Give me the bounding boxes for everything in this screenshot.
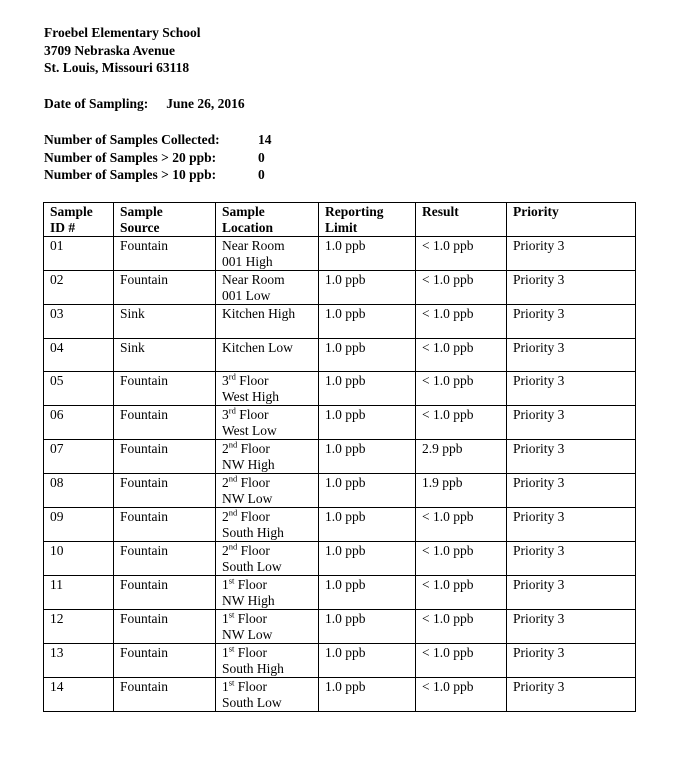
- location-line-1: 3rd Floor: [222, 371, 269, 389]
- location-line-1: 3rd Floor: [222, 405, 269, 423]
- location-line-2: NW High: [222, 457, 275, 473]
- table-row: [44, 678, 636, 712]
- cell-sample-location: [216, 406, 319, 440]
- school-street: 3709 Nebraska Avenue: [44, 42, 176, 58]
- cell-sample-id: 14: [44, 678, 114, 712]
- cell-reporting-limit: 1.0 ppb: [319, 610, 416, 644]
- cell-result: 1.9 ppb: [416, 474, 507, 508]
- count-row-collected: [44, 131, 272, 149]
- cell-sample-source: Fountain: [114, 271, 216, 305]
- location-line-1: 1st Floor: [222, 677, 268, 695]
- cell-result: < 1.0 ppb: [416, 237, 507, 271]
- cell-sample-id: 04: [44, 338, 114, 372]
- cell-result: < 1.0 ppb: [416, 372, 507, 406]
- cell-reporting-limit: 1.0 ppb: [319, 406, 416, 440]
- cell-priority: Priority 3: [507, 372, 636, 406]
- cell-sample-location: [216, 271, 319, 305]
- location-line-1: 1st Floor: [222, 609, 268, 627]
- cell-reporting-limit: 1.0 ppb: [319, 338, 416, 372]
- table-row: [44, 406, 636, 440]
- location-line-2: South High: [222, 661, 284, 677]
- cell-sample-location: [216, 542, 319, 576]
- cell-sample-location: [216, 678, 319, 712]
- location-line-2: West Low: [222, 423, 277, 439]
- cell-reporting-limit: 1.0 ppb: [319, 237, 416, 271]
- location-line-1: Kitchen Low: [222, 339, 293, 355]
- location-line-2: South High: [222, 525, 284, 541]
- school-city: St. Louis, Missouri 63118: [44, 60, 190, 75]
- samples-table: [43, 202, 636, 712]
- sampling-date: [44, 95, 245, 113]
- cell-sample-source: Fountain: [114, 678, 216, 712]
- school-address: [44, 24, 200, 77]
- header-sample-location: Sample Location: [216, 203, 319, 237]
- location-line-1: 1st Floor: [222, 575, 268, 593]
- location-line-2: South Low: [222, 695, 282, 711]
- cell-sample-id: 03: [44, 305, 114, 339]
- cell-reporting-limit: 1.0 ppb: [319, 372, 416, 406]
- cell-sample-location: [216, 610, 319, 644]
- cell-sample-id: 10: [44, 542, 114, 576]
- cell-priority: Priority 3: [507, 271, 636, 305]
- cell-result: < 1.0 ppb: [416, 406, 507, 440]
- table-header-row: [44, 203, 636, 237]
- cell-sample-id: 12: [44, 610, 114, 644]
- cell-priority: Priority 3: [507, 542, 636, 576]
- table-row: [44, 644, 636, 678]
- cell-result: < 1.0 ppb: [416, 542, 507, 576]
- location-line-2: South Low: [222, 559, 282, 575]
- sampling-date-label: Date of Sampling:: [44, 96, 149, 111]
- header-sample-id: Sample ID #: [44, 203, 114, 237]
- cell-sample-source: Fountain: [114, 644, 216, 678]
- header-reporting-limit: Reporting Limit: [319, 203, 416, 237]
- cell-priority: Priority 3: [507, 305, 636, 339]
- cell-result: < 1.0 ppb: [416, 644, 507, 678]
- cell-sample-id: 07: [44, 440, 114, 474]
- cell-sample-location: [216, 644, 319, 678]
- cell-sample-location: [216, 372, 319, 406]
- cell-sample-source: Fountain: [114, 576, 216, 610]
- cell-reporting-limit: 1.0 ppb: [319, 508, 416, 542]
- count-label: Number of Samples > 20 ppb:: [44, 149, 217, 165]
- cell-priority: Priority 3: [507, 644, 636, 678]
- cell-sample-source: Fountain: [114, 406, 216, 440]
- cell-sample-id: 06: [44, 406, 114, 440]
- cell-priority: Priority 3: [507, 237, 636, 271]
- cell-priority: Priority 3: [507, 610, 636, 644]
- count-row-over-20: [44, 149, 265, 167]
- cell-sample-source: Fountain: [114, 508, 216, 542]
- table-row: [44, 474, 636, 508]
- cell-sample-source: Sink: [114, 305, 216, 339]
- count-label: Number of Samples Collected:: [44, 132, 220, 147]
- cell-reporting-limit: 1.0 ppb: [319, 305, 416, 339]
- cell-sample-id: 02: [44, 271, 114, 305]
- cell-reporting-limit: 1.0 ppb: [319, 576, 416, 610]
- table-row: [44, 237, 636, 271]
- header-result: Result: [416, 203, 507, 237]
- table-row: [44, 610, 636, 644]
- cell-result: < 1.0 ppb: [416, 576, 507, 610]
- cell-sample-id: 09: [44, 508, 114, 542]
- location-line-2: NW High: [222, 593, 275, 609]
- cell-sample-location: [216, 338, 319, 372]
- cell-result: < 1.0 ppb: [416, 610, 507, 644]
- count-label: Number of Samples > 10 ppb:: [44, 167, 217, 182]
- sampling-date-value: June 26, 2016: [166, 96, 245, 111]
- cell-sample-id: 01: [44, 237, 114, 271]
- cell-sample-id: 11: [44, 576, 114, 610]
- location-line-2: 001 High: [222, 254, 273, 269]
- cell-priority: Priority 3: [507, 338, 636, 372]
- cell-priority: Priority 3: [507, 508, 636, 542]
- cell-sample-source: Sink: [114, 338, 216, 372]
- cell-sample-source: Fountain: [114, 237, 216, 271]
- location-line-1: 2nd Floor: [222, 473, 270, 491]
- count-value: 14: [258, 132, 272, 147]
- cell-result: < 1.0 ppb: [416, 678, 507, 712]
- table-row: [44, 508, 636, 542]
- cell-sample-source: Fountain: [114, 372, 216, 406]
- table-row: [44, 576, 636, 610]
- location-line-1: 2nd Floor: [222, 507, 270, 525]
- cell-priority: Priority 3: [507, 406, 636, 440]
- table-row: [44, 305, 636, 339]
- sample-counts: [44, 131, 272, 184]
- cell-result: < 1.0 ppb: [416, 508, 507, 542]
- location-line-1: Near Room: [222, 238, 285, 253]
- cell-priority: Priority 3: [507, 474, 636, 508]
- location-line-2: NW Low: [222, 491, 273, 507]
- cell-priority: Priority 3: [507, 440, 636, 474]
- count-value: 0: [258, 167, 265, 182]
- cell-reporting-limit: 1.0 ppb: [319, 271, 416, 305]
- location-line-2: West High: [222, 389, 280, 405]
- header-priority: Priority: [507, 203, 636, 237]
- cell-sample-id: 05: [44, 372, 114, 406]
- count-row-over-10: [44, 166, 265, 184]
- cell-reporting-limit: 1.0 ppb: [319, 678, 416, 712]
- cell-reporting-limit: 1.0 ppb: [319, 542, 416, 576]
- cell-sample-id: 13: [44, 644, 114, 678]
- cell-priority: Priority 3: [507, 576, 636, 610]
- cell-sample-source: Fountain: [114, 542, 216, 576]
- cell-sample-location: [216, 305, 319, 339]
- location-line-1: 2nd Floor: [222, 439, 270, 457]
- header-sample-source: Sample Source: [114, 203, 216, 237]
- location-line-1: 1st Floor: [222, 643, 268, 661]
- location-line-2: NW Low: [222, 627, 273, 643]
- table-row: [44, 271, 636, 305]
- cell-sample-location: [216, 237, 319, 271]
- location-line-1: 2nd Floor: [222, 541, 270, 559]
- cell-reporting-limit: 1.0 ppb: [319, 644, 416, 678]
- count-value: 0: [258, 149, 265, 165]
- table-row: [44, 542, 636, 576]
- cell-result: < 1.0 ppb: [416, 305, 507, 339]
- table-row: [44, 338, 636, 372]
- cell-sample-source: Fountain: [114, 610, 216, 644]
- cell-sample-source: Fountain: [114, 440, 216, 474]
- table-row: [44, 372, 636, 406]
- location-line-1: Near Room: [222, 272, 285, 287]
- school-name: Froebel Elementary School: [44, 25, 201, 40]
- cell-sample-location: [216, 576, 319, 610]
- table-row: [44, 440, 636, 474]
- cell-sample-source: Fountain: [114, 474, 216, 508]
- cell-sample-location: [216, 508, 319, 542]
- cell-priority: Priority 3: [507, 678, 636, 712]
- cell-reporting-limit: 1.0 ppb: [319, 440, 416, 474]
- cell-result: 2.9 ppb: [416, 440, 507, 474]
- location-line-2: 001 Low: [222, 288, 271, 303]
- cell-sample-location: [216, 474, 319, 508]
- cell-result: < 1.0 ppb: [416, 271, 507, 305]
- cell-reporting-limit: 1.0 ppb: [319, 474, 416, 508]
- cell-result: < 1.0 ppb: [416, 338, 507, 372]
- cell-sample-location: [216, 440, 319, 474]
- location-line-1: Kitchen High: [222, 306, 296, 321]
- cell-sample-id: 08: [44, 474, 114, 508]
